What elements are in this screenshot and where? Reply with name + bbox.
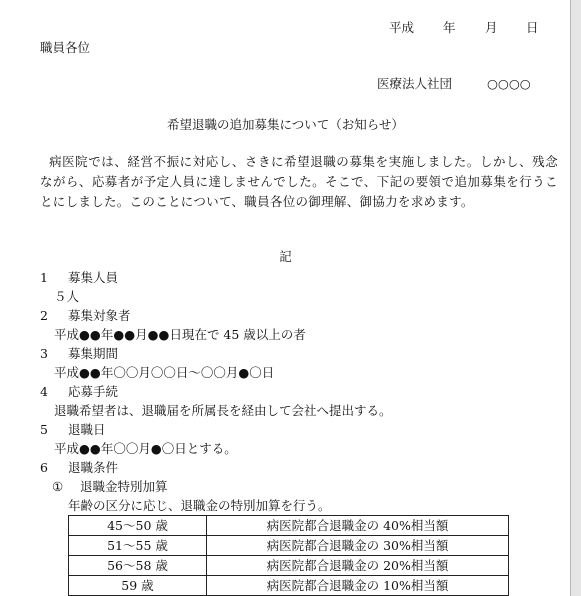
item-number: 6 xyxy=(40,460,48,475)
bonus-table xyxy=(68,515,509,596)
rate-cell: 病医院都合退職金の 10%相当額 xyxy=(207,576,509,596)
date-line xyxy=(389,20,539,36)
rate-cell: 病医院都合退職金の 40%相当額 xyxy=(207,516,509,536)
item-number: 3 xyxy=(40,346,48,361)
ki-heading: 記 xyxy=(279,249,292,264)
sender-organization: 医療法人社団 xyxy=(377,76,453,91)
item-number: 1 xyxy=(40,270,48,285)
table-row xyxy=(69,576,509,596)
document-title: 希望退職の追加募集について（お知らせ） xyxy=(167,117,404,132)
item-number: 2 xyxy=(40,308,48,323)
age-cell: 59 歳 xyxy=(69,576,207,596)
item-label: 退職日 xyxy=(68,422,106,437)
item-detail: 平成●●年〇〇月●〇日とする。 xyxy=(54,441,237,456)
rate-cell: 病医院都合退職金の 30%相当額 xyxy=(207,536,509,556)
item-number: 4 xyxy=(40,384,48,399)
item-detail: 平成●●年●●月●●日現在で 45 歳以上の者 xyxy=(54,327,306,342)
sender xyxy=(377,76,531,92)
body-text: 病医院では、経営不振に対応し、さきに希望退職の募集を実施しました。しかし、残念ながら、応募者が予定人員に達しませんでした。そこで、下記の要領で追加募集を行うことにしました。このことについて、職員各位の御理解、御協力を求めます。 xyxy=(40,154,559,209)
sub-item-marker: ① xyxy=(52,479,64,494)
sender-name: ○○○○ xyxy=(487,76,531,91)
list-item xyxy=(40,268,560,287)
item-number: 5 xyxy=(40,422,48,437)
recipient: 職員各位 xyxy=(40,40,91,55)
sub-item xyxy=(40,477,560,496)
item-label: 募集人員 xyxy=(68,270,119,285)
item-detail: 平成●●年〇〇月〇〇日～〇〇月●〇日 xyxy=(54,365,275,380)
list-item xyxy=(40,420,560,439)
item-list xyxy=(40,268,560,515)
item-label: 応募手続 xyxy=(68,384,119,399)
date-era: 平成 xyxy=(389,20,415,35)
list-item xyxy=(40,344,560,363)
table-row xyxy=(69,536,509,556)
sub-item-label: 退職金特別加算 xyxy=(80,479,168,494)
item-label: 募集期間 xyxy=(68,346,119,361)
sub-item-description: 年齢の区分に応じ、退職金の特別加算を行う。 xyxy=(68,498,331,513)
item-detail: 退職希望者は、退職届を所属長を経由して会社へ提出する。 xyxy=(54,403,392,418)
item-label: 退職条件 xyxy=(68,460,119,475)
table-row xyxy=(69,516,509,536)
body-paragraph xyxy=(40,152,558,212)
rate-cell: 病医院都合退職金の 20%相当額 xyxy=(207,556,509,576)
age-cell: 56～58 歳 xyxy=(69,556,207,576)
age-cell: 45～50 歳 xyxy=(69,516,207,536)
list-item xyxy=(40,382,560,401)
table-row xyxy=(69,556,509,576)
date-year-unit: 年 xyxy=(443,20,456,35)
date-month-unit: 月 xyxy=(485,20,498,35)
list-item xyxy=(40,458,560,477)
date-day-unit: 日 xyxy=(526,20,539,35)
item-label: 募集対象者 xyxy=(68,308,131,323)
page-shadow xyxy=(571,0,581,596)
list-item xyxy=(40,306,560,325)
item-detail: ５人 xyxy=(54,289,80,304)
age-cell: 51～55 歳 xyxy=(69,536,207,556)
